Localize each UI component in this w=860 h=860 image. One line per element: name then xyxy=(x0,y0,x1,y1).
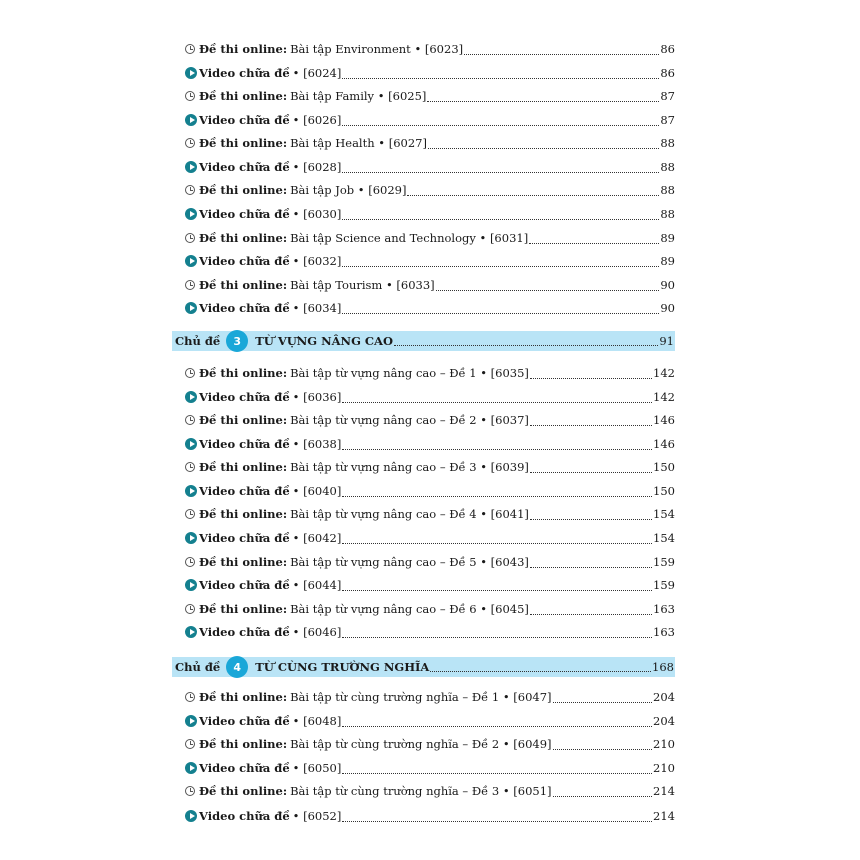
entry-text: Bài tập Environment • [6023] xyxy=(290,42,464,56)
clock-icon xyxy=(185,368,199,378)
video-label: Video chữa đề xyxy=(199,761,290,775)
entry-text: Bài tập Family • [6025] xyxy=(290,89,427,103)
toc-entry-exam[interactable] xyxy=(185,734,675,754)
clock-icon xyxy=(185,280,199,290)
dot-leader xyxy=(342,115,659,126)
dot-leader xyxy=(529,233,659,244)
video-label: Video chữa đề xyxy=(199,160,290,174)
chapter-heading[interactable] xyxy=(172,657,675,677)
play-icon xyxy=(185,302,199,314)
clock-icon xyxy=(185,91,199,101)
entry-text: • [6034] xyxy=(292,301,342,315)
toc-entry-video[interactable] xyxy=(185,63,675,83)
toc-entry-exam[interactable] xyxy=(185,504,675,524)
page-number: 142 xyxy=(653,390,675,404)
toc-entry-video[interactable] xyxy=(185,528,675,548)
dot-leader xyxy=(342,162,659,173)
entry-text: • [6042] xyxy=(292,531,342,545)
exam-label: Đề thi online: xyxy=(199,366,288,380)
page-number: 159 xyxy=(653,578,675,592)
dot-leader xyxy=(430,661,651,672)
dot-leader xyxy=(342,763,652,774)
entry-text: Bài tập từ cùng trường nghĩa – Đề 1 • [6047] xyxy=(290,690,552,704)
dot-leader xyxy=(342,580,652,591)
chapter-label: Chủ đề xyxy=(175,660,221,674)
exam-label: Đề thi online: xyxy=(199,602,288,616)
clock-icon xyxy=(185,185,199,195)
entry-text: • [6052] xyxy=(292,809,342,823)
chapter-title: TỪ VỰNG NÂNG CAO xyxy=(255,334,393,348)
play-icon xyxy=(185,67,199,79)
toc-entry-exam[interactable] xyxy=(185,39,675,59)
video-label: Video chữa đề xyxy=(199,113,290,127)
clock-icon xyxy=(185,233,199,243)
toc-entry-video[interactable] xyxy=(185,110,675,130)
dot-leader xyxy=(553,739,653,750)
play-icon xyxy=(185,532,199,544)
chapter-number-badge: 4 xyxy=(226,656,248,678)
page-number: 146 xyxy=(653,413,675,427)
exam-label: Đề thi online: xyxy=(199,737,288,751)
video-label: Video chữa đề xyxy=(199,714,290,728)
dot-leader xyxy=(407,185,659,196)
dot-leader xyxy=(342,209,659,220)
exam-label: Đề thi online: xyxy=(199,555,288,569)
video-label: Video chữa đề xyxy=(199,484,290,498)
video-label: Video chữa đề xyxy=(199,66,290,80)
toc-entry-exam[interactable] xyxy=(185,687,675,707)
play-icon xyxy=(185,579,199,591)
entry-text: Bài tập Job • [6029] xyxy=(290,183,407,197)
page-number: 90 xyxy=(660,278,675,292)
dot-leader xyxy=(342,256,659,267)
toc-entry-video[interactable] xyxy=(185,806,675,826)
toc-entry-video[interactable] xyxy=(185,711,675,731)
page-number: 214 xyxy=(653,784,675,798)
toc-entry-video[interactable] xyxy=(185,298,675,318)
dot-leader xyxy=(342,716,652,727)
entry-text: Bài tập từ vựng nâng cao – Đề 4 • [6041] xyxy=(290,507,529,521)
page-number: 163 xyxy=(653,625,675,639)
entry-text: Bài tập từ cùng trường nghĩa – Đề 2 • [6049] xyxy=(290,737,552,751)
toc-entry-exam[interactable] xyxy=(185,552,675,572)
page-number: 168 xyxy=(652,660,674,674)
dot-leader xyxy=(553,692,653,703)
exam-label: Đề thi online: xyxy=(199,136,288,150)
dot-leader xyxy=(342,811,652,822)
clock-icon xyxy=(185,786,199,796)
toc-entry-exam[interactable] xyxy=(185,86,675,106)
entry-text: • [6050] xyxy=(292,761,342,775)
video-label: Video chữa đề xyxy=(199,390,290,404)
dot-leader xyxy=(530,604,652,615)
dot-leader xyxy=(428,138,659,149)
page-number: 154 xyxy=(653,531,675,545)
chapter-heading[interactable] xyxy=(172,331,675,351)
video-label: Video chữa đề xyxy=(199,207,290,221)
page-number: 146 xyxy=(653,437,675,451)
play-icon xyxy=(185,208,199,220)
exam-label: Đề thi online: xyxy=(199,183,288,197)
play-icon xyxy=(185,114,199,126)
page-number: 210 xyxy=(653,737,675,751)
play-icon xyxy=(185,762,199,774)
page-number: 150 xyxy=(653,484,675,498)
toc-entry-video[interactable] xyxy=(185,204,675,224)
toc-entry-video[interactable] xyxy=(185,758,675,778)
page-number: 88 xyxy=(660,136,675,150)
toc-entry-video[interactable] xyxy=(185,622,675,642)
play-icon xyxy=(185,626,199,638)
page-number: 88 xyxy=(660,160,675,174)
entry-text: • [6030] xyxy=(292,207,342,221)
clock-icon xyxy=(185,509,199,519)
dot-leader xyxy=(342,486,652,497)
play-icon xyxy=(185,485,199,497)
toc-entry-exam[interactable] xyxy=(185,781,675,801)
exam-label: Đề thi online: xyxy=(199,507,288,521)
video-label: Video chữa đề xyxy=(199,578,290,592)
play-icon xyxy=(185,438,199,450)
dot-leader xyxy=(427,91,659,102)
dot-leader xyxy=(342,533,652,544)
page-number: 91 xyxy=(659,334,674,348)
play-icon xyxy=(185,255,199,267)
page-number: 86 xyxy=(660,42,675,56)
page-number: 88 xyxy=(660,183,675,197)
toc-entry-exam[interactable] xyxy=(185,180,675,200)
entry-text: • [6044] xyxy=(292,578,342,592)
entry-text: • [6048] xyxy=(292,714,342,728)
video-label: Video chữa đề xyxy=(199,254,290,268)
entry-text: • [6026] xyxy=(292,113,342,127)
toc-entry-video[interactable] xyxy=(185,251,675,271)
clock-icon xyxy=(185,415,199,425)
exam-label: Đề thi online: xyxy=(199,784,288,798)
play-icon xyxy=(185,391,199,403)
entry-text: • [6046] xyxy=(292,625,342,639)
dot-leader xyxy=(342,627,652,638)
page-number: 210 xyxy=(653,761,675,775)
video-label: Video chữa đề xyxy=(199,531,290,545)
toc-entry-video[interactable] xyxy=(185,387,675,407)
entry-text: Bài tập từ vựng nâng cao – Đề 3 • [6039] xyxy=(290,460,529,474)
toc-entry-video[interactable] xyxy=(185,157,675,177)
page-number: 142 xyxy=(653,366,675,380)
entry-text: • [6032] xyxy=(292,254,342,268)
clock-icon xyxy=(185,44,199,54)
clock-icon xyxy=(185,604,199,614)
entry-text: Bài tập Science and Technology • [6031] xyxy=(290,231,529,245)
clock-icon xyxy=(185,557,199,567)
dot-leader xyxy=(530,368,652,379)
page-number: 89 xyxy=(660,254,675,268)
dot-leader xyxy=(530,415,652,426)
entry-text: • [6036] xyxy=(292,390,342,404)
chapter-label: Chủ đề xyxy=(175,334,221,348)
page-number: 154 xyxy=(653,507,675,521)
dot-leader xyxy=(342,68,659,79)
toc-entry-exam[interactable] xyxy=(185,457,675,477)
exam-label: Đề thi online: xyxy=(199,231,288,245)
toc-entry-video[interactable] xyxy=(185,575,675,595)
entry-text: Bài tập từ vựng nâng cao – Đề 5 • [6043] xyxy=(290,555,529,569)
dot-leader xyxy=(553,786,653,797)
exam-label: Đề thi online: xyxy=(199,690,288,704)
page-number: 88 xyxy=(660,207,675,221)
clock-icon xyxy=(185,739,199,749)
entry-text: • [6028] xyxy=(292,160,342,174)
video-label: Video chữa đề xyxy=(199,437,290,451)
page-number: 150 xyxy=(653,460,675,474)
page-number: 204 xyxy=(653,714,675,728)
entry-text: Bài tập Tourism • [6033] xyxy=(290,278,435,292)
entry-text: • [6040] xyxy=(292,484,342,498)
dot-leader xyxy=(530,557,652,568)
entry-text: • [6024] xyxy=(292,66,342,80)
toc-entry-exam[interactable] xyxy=(185,363,675,383)
dot-leader xyxy=(394,335,658,346)
exam-label: Đề thi online: xyxy=(199,278,288,292)
clock-icon xyxy=(185,138,199,148)
clock-icon xyxy=(185,692,199,702)
toc-entry-exam[interactable] xyxy=(185,228,675,248)
entry-text: Bài tập từ vựng nâng cao – Đề 2 • [6037] xyxy=(290,413,529,427)
entry-text: • [6038] xyxy=(292,437,342,451)
page-number: 163 xyxy=(653,602,675,616)
entry-text: Bài tập từ cùng trường nghĩa – Đề 3 • [6051] xyxy=(290,784,552,798)
clock-icon xyxy=(185,462,199,472)
exam-label: Đề thi online: xyxy=(199,42,288,56)
toc-entry-exam[interactable] xyxy=(185,410,675,430)
video-label: Video chữa đề xyxy=(199,809,290,823)
entry-text: Bài tập Health • [6027] xyxy=(290,136,427,150)
page-number: 87 xyxy=(660,113,675,127)
video-label: Video chữa đề xyxy=(199,301,290,315)
page-number: 86 xyxy=(660,66,675,80)
exam-label: Đề thi online: xyxy=(199,413,288,427)
entry-text: Bài tập từ vựng nâng cao – Đề 1 • [6035] xyxy=(290,366,529,380)
dot-leader xyxy=(342,439,652,450)
video-label: Video chữa đề xyxy=(199,625,290,639)
toc-entry-exam[interactable] xyxy=(185,133,675,153)
toc-entry-video[interactable] xyxy=(185,481,675,501)
dot-leader xyxy=(436,280,660,291)
chapter-number-badge: 3 xyxy=(226,330,248,352)
dot-leader xyxy=(530,509,652,520)
page-number: 204 xyxy=(653,690,675,704)
dot-leader xyxy=(464,44,659,55)
dot-leader xyxy=(530,462,652,473)
dot-leader xyxy=(342,303,659,314)
toc-entry-exam[interactable] xyxy=(185,275,675,295)
page-number: 90 xyxy=(660,301,675,315)
dot-leader xyxy=(342,392,652,403)
exam-label: Đề thi online: xyxy=(199,89,288,103)
page-number: 159 xyxy=(653,555,675,569)
chapter-title: TỪ CÙNG TRƯỜNG NGHĨA xyxy=(255,660,430,674)
play-icon xyxy=(185,161,199,173)
entry-text: Bài tập từ vựng nâng cao – Đề 6 • [6045] xyxy=(290,602,529,616)
play-icon xyxy=(185,810,199,822)
toc-entry-exam[interactable] xyxy=(185,599,675,619)
exam-label: Đề thi online: xyxy=(199,460,288,474)
page-number: 87 xyxy=(660,89,675,103)
page-number: 214 xyxy=(653,809,675,823)
page-number: 89 xyxy=(660,231,675,245)
play-icon xyxy=(185,715,199,727)
toc-entry-video[interactable] xyxy=(185,434,675,454)
